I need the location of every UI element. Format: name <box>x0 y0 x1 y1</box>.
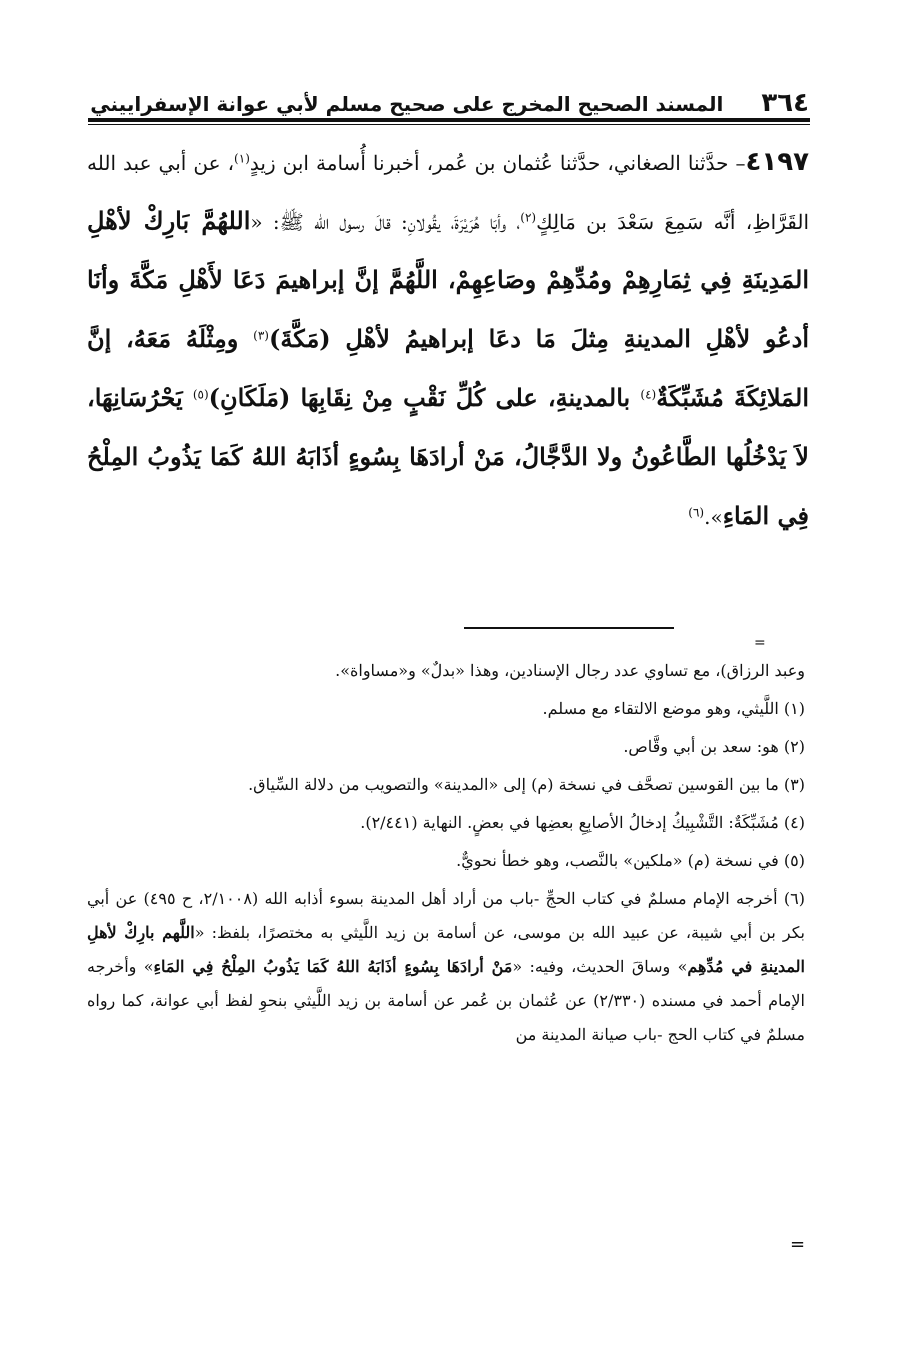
hadith-number: ٤١٩٧ <box>745 147 809 177</box>
quote-open: « <box>250 210 263 234</box>
footnote-6-bold-2: مَنْ أرادَهَا بِسُوءٍ أذَابَهُ اللهُ كَمَا يَذُوبُ المِلْحُ فِي المَاءِ <box>153 957 513 976</box>
hadith-paragraph <box>87 134 809 546</box>
footnote-1: (١) اللَّيثي، وهو موضع الالتقاء مع مسلم. <box>542 699 805 718</box>
footnote-2: (٢) هو: سعد بن أبي وقَّاص. <box>623 737 805 756</box>
isnad-part-3: ، وأبَا هُرَيْرَةَ، يقُولانِ: قالَ رسول الله ﷺ: <box>262 210 521 234</box>
footnote-separator <box>464 627 674 629</box>
page-header <box>90 78 809 118</box>
footnote-6-bold-1: اللَّهم بارِكْ لأهلِ المدينةِ في مُدِّهِم <box>87 923 805 976</box>
footnote-6-part-3: » وأخرجه الإمام أحمد في مسنده (٢/٣٣٠) عن عُثمان بن عُمر عن أسامة بن زيد اللَّيثي بنحوِ لفظ أبي عوانة، كما رواه مسلمٌ في كتاب الحج -باب صيانة المدينة من <box>87 957 805 1044</box>
quote-close: ». <box>704 505 723 529</box>
footnote-marker-4: (٤) <box>640 387 657 402</box>
footnote-6 <box>87 882 805 1052</box>
footnote-marker-5: (٥) <box>192 387 209 402</box>
footnote-marker-1: (١) <box>234 151 250 166</box>
footnotes <box>87 654 805 1056</box>
footnote-6-part-2: » وساقَ الحديث، وفيه: « <box>512 957 688 976</box>
matn-part-1: اللهُمَّ بَارِكْ لأهْلِ المَدِينَةِ فِي ثِمَارِهِمْ ومُدِّهِمْ وصَاعِهِمْ، اللَّهُمَّ إنَّ إبراهيمَ دَعَا لأَهْلِ مَكَّةَ وأنَا أدعُو لأهْلِ المدينةِ مِثلَ مَا دعَا إبراهيمُ لأهْلِ (مَكَّةَ) <box>87 206 810 353</box>
footnote-3: (٣) ما بين القوسين تصحَّف في نسخة (م) إلى «المدينة» والتصويب من دلالة السِّياق. <box>248 775 805 794</box>
matn-part-3: بالمدينةِ، على كُلِّ نَقْبٍ مِنْ نِقَابِهَا (مَلَكَانِ) <box>208 383 641 412</box>
header-rule-thin <box>88 124 810 125</box>
footnote-marker-2: (٢) <box>520 210 537 225</box>
continuation-mark-bottom: = <box>790 1234 806 1255</box>
continuation-mark-top: = <box>754 635 766 651</box>
footnote-marker-3: (٣) <box>253 328 269 343</box>
footnote-4: (٤) مُشَبِّكَةٌ: التَّشْبِيكُ إدخالُ الأصابِعِ بعضِها في بعضٍ. النهاية (٢/٤٤١). <box>360 813 805 832</box>
hadith-dash: – <box>735 151 746 175</box>
footnote-continuation: وعبد الرزاق)، مع تساوي عدد رجال الإسنادين، وهذا «بدلٌ» و«مساواة». <box>335 661 805 680</box>
isnad-part-2: ، عن أبي عبد الله القَرَّاظِ، أنَّه سَمِعَ سَعْدَ بن مَالِكٍ <box>87 151 810 234</box>
matn-part-4: يَحْرُسَانِهَا، لاَ يَدْخُلُها الطَّاعُونُ ولا الدَّجَّالُ، مَنْ أرادَهَا بِسُوءٍ أذَابَهُ اللهُ كَمَا يَذُوبُ المِلْحُ فِي المَاءِ <box>87 383 809 530</box>
running-title: المسند الصحيح المخرج على صحيح مسلم لأبي عوانة الإسفراييني <box>90 92 724 116</box>
isnad-part-1: حدَّثنا الصغاني، حدَّثنا عُثمان بن عُمر، أخبرنا أُسامة ابن زيدٍ <box>249 151 736 175</box>
matn-part-2: ومِثْلَهُ مَعَهُ، إنَّ المَلائِكَةَ مُشَبِّكَةٌ <box>87 324 809 412</box>
hadith-text <box>87 134 809 546</box>
footnote-5: (٥) في نسخة (م) «ملكين» بالنَّصب، وهو خطأ نحويٌّ. <box>456 851 805 870</box>
footnote-marker-6: (٦) <box>688 505 705 520</box>
header-rule-thick <box>88 118 810 122</box>
page-number: ٣٦٤ <box>761 88 809 118</box>
footnote-6-part-1: (٦) أخرجه الإمام مسلمٌ في كتاب الحجِّ -باب من أراد أهل المدينة بسوء أذابه الله (٢/١٠٠٨، ح ٤٩٥) عن أبي بكر بن أبي شيبة، عن عبيد الله بن موسى، عن أسامة بن زيد اللَّيثي به مختصرًا، بلفظ: « <box>87 889 805 942</box>
